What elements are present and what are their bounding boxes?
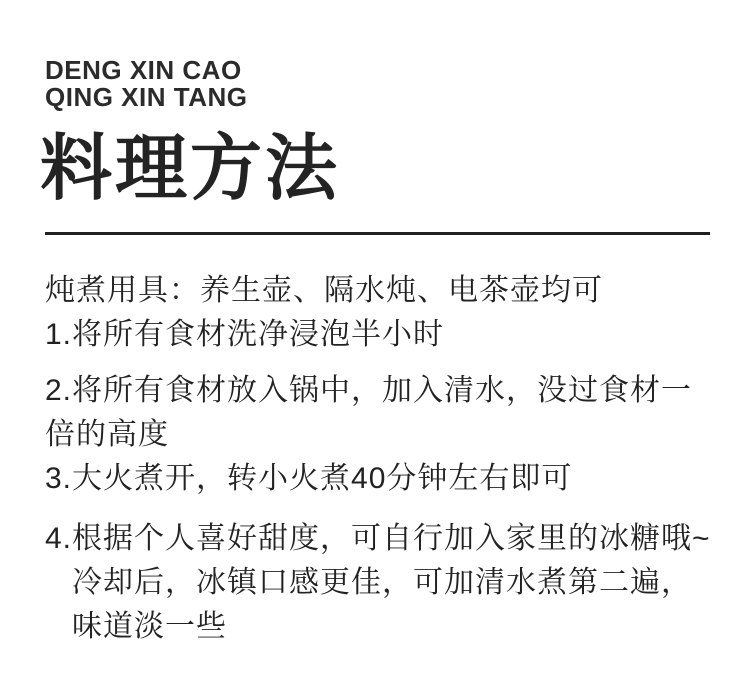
divider: [45, 232, 710, 235]
page-title: 料理方法: [40, 129, 341, 209]
step-4-line-3: 味道淡一些: [72, 610, 227, 643]
step-1-line: 1.将所有食材洗净浸泡半小时: [45, 318, 445, 351]
brand-line-1: DENG XIN CAO: [45, 55, 242, 85]
equipment-line: 炖煮用具：养生壶、隔水炖、电茶壶均可: [45, 274, 603, 307]
step-2-line-2: 倍的高度: [45, 418, 169, 451]
step-3-line: 3.大火煮开，转小火煮40分钟左右即可: [45, 462, 573, 495]
step-2: [45, 369, 725, 457]
step-4: [45, 517, 725, 649]
instructions-section: [45, 269, 725, 649]
brand-line-2: QING XIN TANG: [45, 82, 248, 112]
step-2-line-1: 2.将所有食材放入锅中，加入清水，没过食材一: [45, 374, 693, 407]
step-4-line-2: 冷却后，冰镇口感更佳，可加清水煮第二遍，: [72, 566, 692, 599]
step-4-line-1: 4.根据个人喜好甜度，可自行加入家里的冰糖哦~: [45, 522, 711, 555]
brand-pinyin: [45, 57, 247, 111]
